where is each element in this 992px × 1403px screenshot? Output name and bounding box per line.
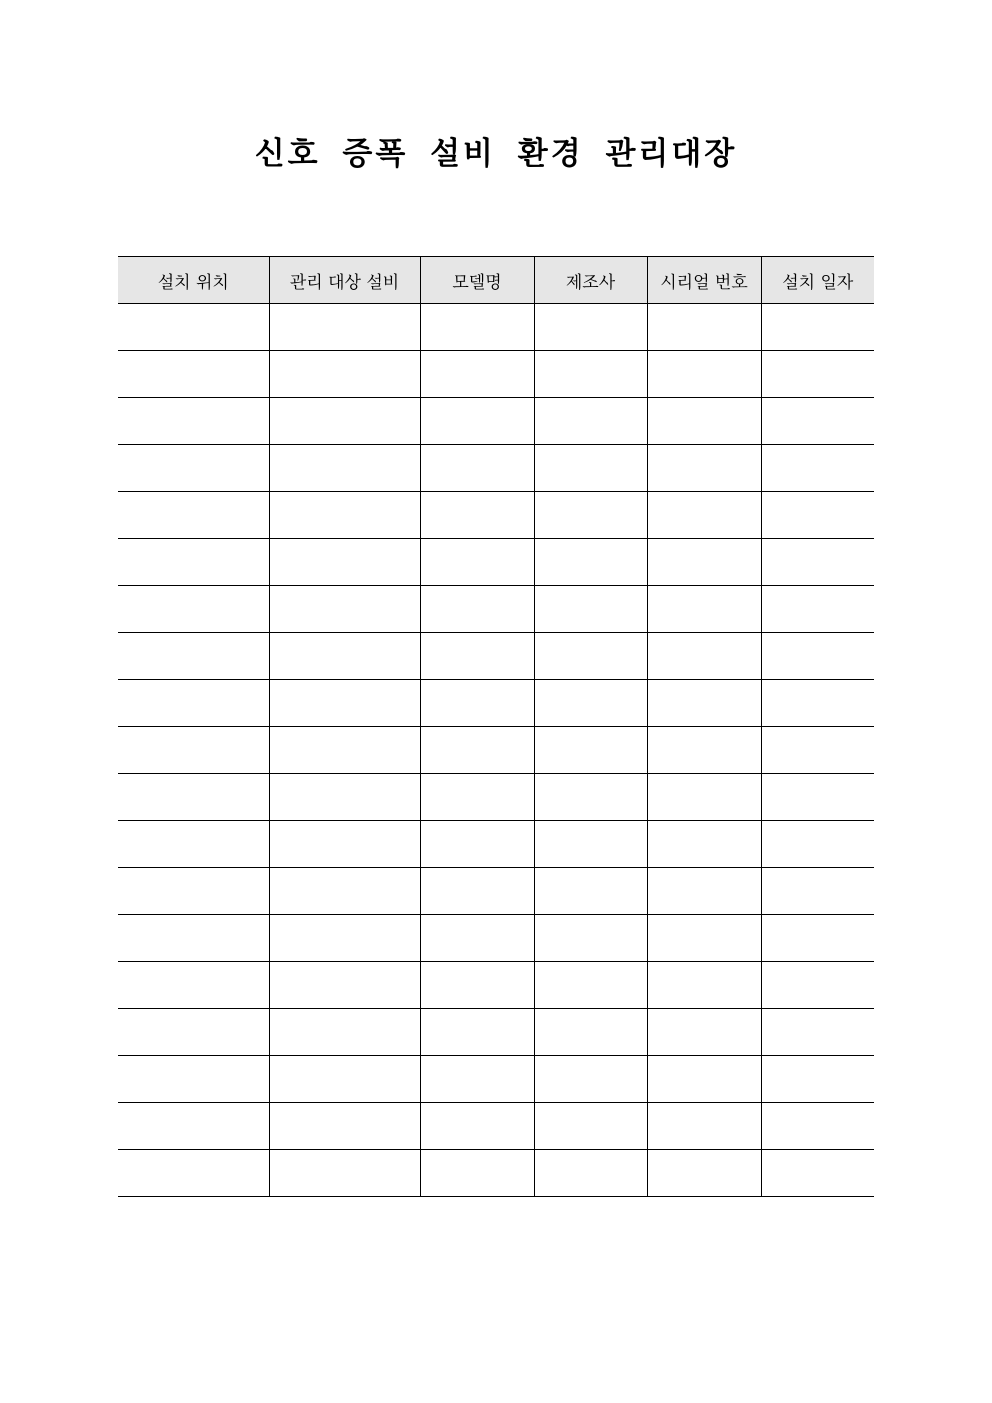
table-cell[interactable]	[534, 539, 647, 586]
table-cell[interactable]	[269, 915, 420, 962]
table-cell[interactable]	[647, 1056, 761, 1103]
table-cell[interactable]	[647, 727, 761, 774]
table-cell[interactable]	[269, 398, 420, 445]
table-cell[interactable]	[534, 1056, 647, 1103]
table-cell[interactable]	[534, 727, 647, 774]
table-cell[interactable]	[534, 915, 647, 962]
table-cell[interactable]	[269, 1056, 420, 1103]
table-cell[interactable]	[420, 1103, 534, 1150]
table-cell[interactable]	[761, 1150, 874, 1197]
table-cell[interactable]	[534, 868, 647, 915]
table-cell[interactable]	[118, 1150, 269, 1197]
table-cell[interactable]	[420, 868, 534, 915]
table-cell[interactable]	[647, 539, 761, 586]
table-cell[interactable]	[420, 351, 534, 398]
table-cell[interactable]	[647, 680, 761, 727]
table-cell[interactable]	[118, 915, 269, 962]
table-cell[interactable]	[420, 633, 534, 680]
table-cell[interactable]	[420, 445, 534, 492]
table-cell[interactable]	[647, 633, 761, 680]
table-row	[118, 398, 874, 445]
table-cell[interactable]	[420, 1009, 534, 1056]
table-row	[118, 586, 874, 633]
table-cell[interactable]	[118, 539, 269, 586]
table-row	[118, 539, 874, 586]
table-cell[interactable]	[269, 351, 420, 398]
table-row	[118, 633, 874, 680]
table-cell[interactable]	[761, 915, 874, 962]
table-cell[interactable]	[534, 351, 647, 398]
table-cell[interactable]	[534, 304, 647, 351]
table-cell[interactable]	[761, 962, 874, 1009]
table-cell[interactable]	[761, 1103, 874, 1150]
table-cell[interactable]	[420, 492, 534, 539]
table-row	[118, 1103, 874, 1150]
table-cell[interactable]	[269, 727, 420, 774]
table-cell[interactable]	[420, 727, 534, 774]
table-cell[interactable]	[118, 351, 269, 398]
table-cell[interactable]	[118, 868, 269, 915]
header-model-name: 모델명	[420, 257, 534, 304]
table-cell[interactable]	[269, 633, 420, 680]
table-row	[118, 962, 874, 1009]
table-cell[interactable]	[420, 680, 534, 727]
table-cell[interactable]	[269, 539, 420, 586]
table-cell[interactable]	[269, 304, 420, 351]
header-install-location: 설치 위치	[118, 257, 269, 304]
table-cell[interactable]	[534, 445, 647, 492]
table-cell[interactable]	[761, 398, 874, 445]
table-cell[interactable]	[420, 915, 534, 962]
table-cell[interactable]	[118, 727, 269, 774]
table-row	[118, 304, 874, 351]
table-cell[interactable]	[269, 868, 420, 915]
table-cell[interactable]	[647, 445, 761, 492]
management-ledger-table	[118, 256, 874, 1197]
table-cell[interactable]	[269, 680, 420, 727]
table-row	[118, 680, 874, 727]
table-cell[interactable]	[647, 492, 761, 539]
table-cell[interactable]	[534, 821, 647, 868]
table-row	[118, 351, 874, 398]
table-cell[interactable]	[647, 915, 761, 962]
header-serial-number: 시리얼 번호	[647, 257, 761, 304]
table-cell[interactable]	[534, 586, 647, 633]
table-cell[interactable]	[118, 1103, 269, 1150]
table-cell[interactable]	[534, 492, 647, 539]
table-row	[118, 445, 874, 492]
table-cell[interactable]	[761, 1056, 874, 1103]
table-cell[interactable]	[118, 680, 269, 727]
table-cell[interactable]	[761, 727, 874, 774]
table-cell[interactable]	[761, 351, 874, 398]
table-cell[interactable]	[534, 1103, 647, 1150]
table-cell[interactable]	[118, 1009, 269, 1056]
table-cell[interactable]	[647, 1150, 761, 1197]
header-manufacturer: 제조사	[534, 257, 647, 304]
table-row	[118, 492, 874, 539]
table-cell[interactable]	[761, 492, 874, 539]
table-row	[118, 1150, 874, 1197]
table-row	[118, 915, 874, 962]
table-cell[interactable]	[761, 868, 874, 915]
table-cell[interactable]	[269, 1103, 420, 1150]
header-install-date: 설치 일자	[761, 257, 874, 304]
table-cell[interactable]	[118, 586, 269, 633]
table-cell[interactable]	[420, 1056, 534, 1103]
table-cell[interactable]	[647, 1009, 761, 1056]
table-cell[interactable]	[420, 304, 534, 351]
table-cell[interactable]	[118, 304, 269, 351]
table-cell[interactable]	[269, 445, 420, 492]
table-cell[interactable]	[118, 774, 269, 821]
table-cell[interactable]	[420, 586, 534, 633]
table-cell[interactable]	[269, 821, 420, 868]
table-cell[interactable]	[420, 962, 534, 1009]
table-row	[118, 727, 874, 774]
table-cell[interactable]	[420, 1150, 534, 1197]
page-title: 신호 증폭 설비 환경 관리대장	[254, 136, 738, 172]
table-cell[interactable]	[647, 868, 761, 915]
table-row	[118, 868, 874, 915]
table-body	[118, 304, 874, 1197]
table-row	[118, 774, 874, 821]
table-cell[interactable]	[647, 774, 761, 821]
table-cell[interactable]	[118, 821, 269, 868]
header-managed-equipment: 관리 대상 설비	[269, 257, 420, 304]
table-cell[interactable]	[118, 398, 269, 445]
table-cell[interactable]	[269, 492, 420, 539]
table-row	[118, 1009, 874, 1056]
table-row	[118, 1056, 874, 1103]
table-cell[interactable]	[534, 1009, 647, 1056]
table-cell[interactable]	[534, 680, 647, 727]
table-cell[interactable]	[269, 774, 420, 821]
table-cell[interactable]	[269, 586, 420, 633]
table-header-row	[118, 257, 874, 304]
table-cell[interactable]	[647, 1103, 761, 1150]
table-cell[interactable]	[534, 962, 647, 1009]
table-cell[interactable]	[534, 1150, 647, 1197]
table-cell[interactable]	[534, 398, 647, 445]
table-cell[interactable]	[534, 633, 647, 680]
table-cell[interactable]	[420, 821, 534, 868]
table-cell[interactable]	[761, 680, 874, 727]
table-cell[interactable]	[761, 539, 874, 586]
table-cell[interactable]	[420, 774, 534, 821]
table-cell[interactable]	[647, 962, 761, 1009]
table-cell[interactable]	[420, 539, 534, 586]
table-cell[interactable]	[420, 398, 534, 445]
table-cell[interactable]	[647, 398, 761, 445]
table-cell[interactable]	[118, 962, 269, 1009]
table-cell[interactable]	[118, 1056, 269, 1103]
table-cell[interactable]	[269, 1009, 420, 1056]
table-cell[interactable]	[761, 774, 874, 821]
table-cell[interactable]	[647, 821, 761, 868]
table-cell[interactable]	[118, 445, 269, 492]
table-cell[interactable]	[647, 304, 761, 351]
table-cell[interactable]	[761, 821, 874, 868]
table-cell[interactable]	[761, 633, 874, 680]
table-cell[interactable]	[118, 492, 269, 539]
table-cell[interactable]	[761, 1009, 874, 1056]
table-cell[interactable]	[761, 304, 874, 351]
table-cell[interactable]	[269, 1150, 420, 1197]
table-cell[interactable]	[761, 445, 874, 492]
table-cell[interactable]	[534, 774, 647, 821]
table-cell[interactable]	[269, 962, 420, 1009]
table-cell[interactable]	[647, 351, 761, 398]
table-cell[interactable]	[647, 586, 761, 633]
table-cell[interactable]	[761, 586, 874, 633]
table-cell[interactable]	[118, 633, 269, 680]
table-row	[118, 821, 874, 868]
